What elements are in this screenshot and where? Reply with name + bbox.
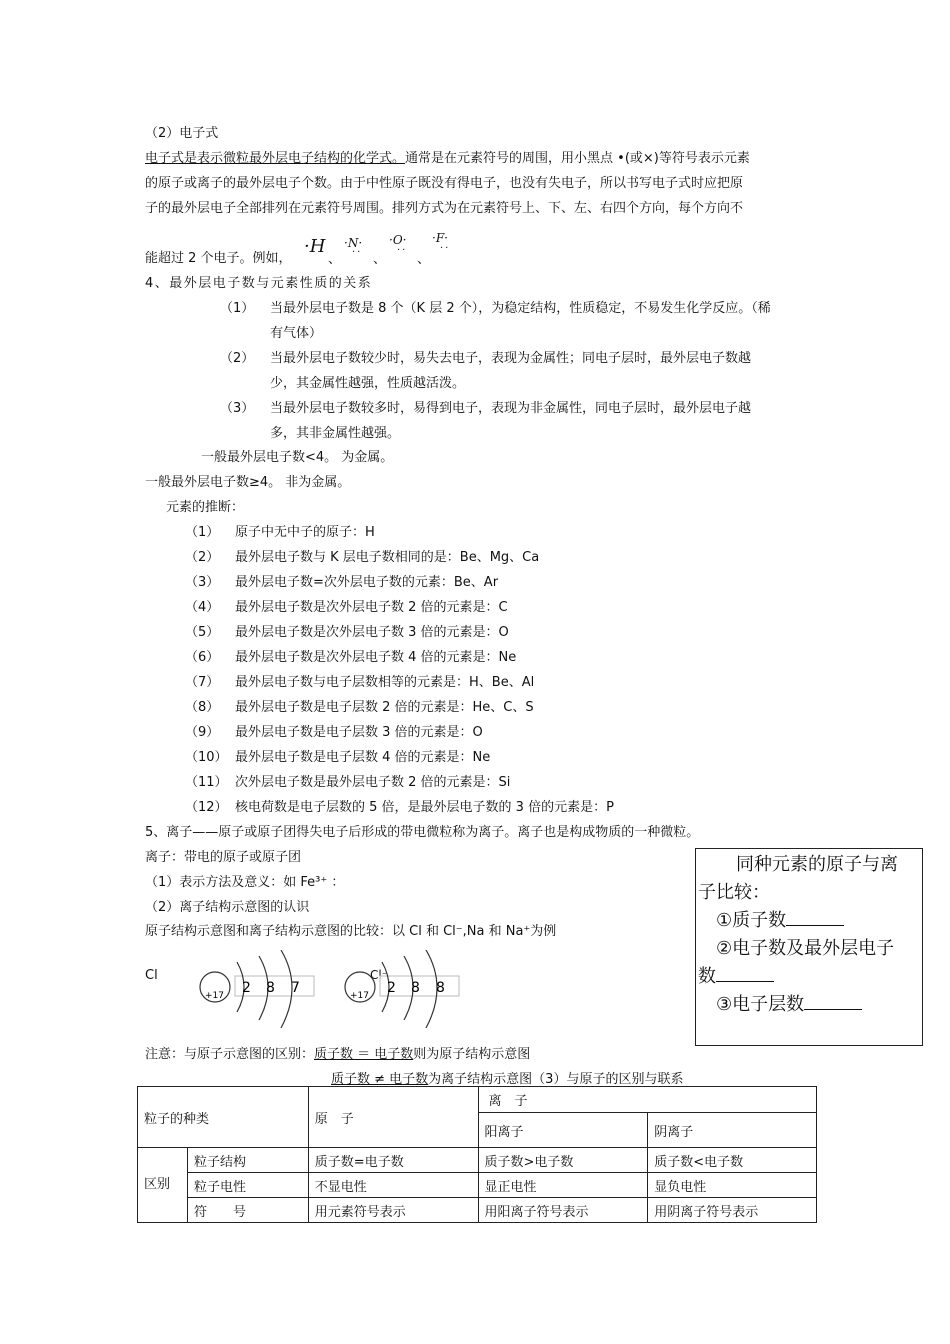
note-line-2: 质子数 ≠ 电子数为离子结构示意图（3）与原子的区别与联系 (331, 1072, 684, 1087)
shell-count: 2 (387, 980, 396, 996)
rel-text: 当最外层电子数较多时，易得到电子，表现为非金属性，同电子层时，最外层电子越 (270, 401, 752, 416)
nucleus-charge: +17 (205, 991, 224, 1001)
box-item: ③电子层数 (696, 991, 922, 1019)
comparison-box (695, 848, 923, 1046)
header-ion: 离 子 (478, 1087, 816, 1113)
shell-count: 8 (411, 980, 420, 996)
cell-anion: 质子数<电子数 (648, 1148, 817, 1173)
rel-text: 有气体） (270, 326, 323, 341)
box-title: 子比较： (698, 882, 770, 903)
rel-number: （3） (220, 401, 255, 416)
cell-cation: 用阳离子符号表示 (478, 1198, 648, 1223)
inference-item: （2） 最外层电子数与 K 层电子数相同的是：Be、Mg、Ca (185, 550, 540, 565)
header-anion: 阴离子 (648, 1113, 817, 1148)
inference-item: （1） 原子中无中子的原子：H (185, 525, 375, 540)
dots-below: ·· (352, 247, 363, 258)
inference-item: （10） 最外层电子数是电子层数 4 倍的元素是：Ne (185, 750, 491, 765)
section-4-title: 4、最外层电子数与元素性质的关系 (145, 276, 373, 291)
inference-item: （11） 次外层电子数是最外层电子数 2 倍的元素是：Si (185, 775, 511, 790)
electron-formula-h: ·H (304, 236, 326, 257)
header-difference: 区别 (138, 1148, 188, 1223)
cell-cation: 显正电性 (478, 1173, 648, 1198)
inference-item: （5） 最外层电子数是次外层电子数 3 倍的元素是：O (185, 625, 509, 640)
shell-count: 8 (266, 980, 275, 996)
note-underlined: 质子数 ≠ 电子数 (331, 1072, 429, 1087)
general-rule-nonmetal: 一般最外层电子数≥4。 非为金属。 (145, 475, 351, 490)
row-label: 粒子电性 (187, 1173, 308, 1198)
note-line-1: 注意：与原子示意图的区别：质子数 ＝ 电子数则为原子结构示意图 (145, 1047, 531, 1062)
inference-item: （12） 核电荷数是电子层数的 5 倍，是最外层电子数的 3 倍的元素是：P (185, 800, 614, 815)
electron-formula-o: ·O· (389, 233, 407, 247)
note-underlined: 质子数 ＝ 电子数 (314, 1047, 414, 1062)
inference-item: （9） 最外层电子数是电子层数 3 倍的元素是：O (185, 725, 483, 740)
paragraph-text: 通常是在元素符号的周围，用小黑点 •(或×)等符号表示元素 (405, 151, 750, 166)
section-2-title: （2）电子式 (145, 126, 219, 141)
electron-formula-f: ·F· (432, 231, 448, 245)
cl-atom-diagram (195, 950, 325, 1030)
paragraph-line: 的原子或离子的最外层电子个数。由于中性原子既没有得电子，也没有失电子，所以书写电子式时应把原 (145, 176, 744, 191)
ion-definition: 离子：带电的原子或原子团 (145, 850, 302, 865)
box-item: ②电子数及最外层电子 (716, 938, 895, 959)
ion-item-2: （2）离子结构示意图的认识 (145, 900, 310, 915)
box-item: ①质子数 (696, 907, 922, 935)
section-5-title: 5、离子——原子或原子团得失电子后形成的带电微粒称为离子。离子也是构成物质的一种微粒。 (145, 825, 700, 840)
electron-formula-n: ·N· (344, 236, 363, 250)
header-kind: 粒子的种类 (138, 1087, 309, 1148)
cl-label: Cl (145, 968, 158, 983)
inference-item: （8） 最外层电子数是电子层数 2 倍的元素是：He、C、S (185, 700, 534, 715)
paragraph-line (145, 147, 810, 166)
paragraph-line: 子的最外层电子全部排列在元素符号周围。排列方式为在元素符号上、下、左、右四个方向，每个方向不 (145, 201, 744, 216)
header-cation: 阳离子 (478, 1113, 648, 1148)
dots-below: ·· (397, 245, 408, 256)
shell-count: 8 (436, 980, 445, 996)
shell-count: 2 (242, 980, 251, 996)
rel-text: 当最外层电子数较少时，易失去电子，表现为金属性；同电子层时，最外层电子数越 (270, 351, 752, 366)
cell-atom: 用元素符号表示 (308, 1198, 478, 1223)
cell-anion: 显负电性 (648, 1173, 817, 1198)
cl-ion-label: Cl⁻ (370, 968, 389, 982)
rel-number: （2） (220, 351, 255, 366)
atom-ion-comparison-table (137, 1086, 817, 1223)
cell-cation: 质子数>电子数 (478, 1148, 648, 1173)
nucleus-charge: +17 (350, 991, 369, 1001)
inference-item: （7） 最外层电子数与电子层数相等的元素是：H、Be、Al (185, 675, 535, 690)
row-label: 粒子结构 (187, 1148, 308, 1173)
separator: 、 (328, 252, 342, 267)
box-item: 数 (696, 963, 922, 991)
dots-below: ·· (440, 243, 451, 254)
paragraph-line: 能超过 2 个电子。例如， (145, 251, 292, 266)
cl-ion-diagram (340, 950, 470, 1030)
separator: 、 (373, 252, 387, 267)
inference-item: （6） 最外层电子数是次外层电子数 4 倍的元素是：Ne (185, 650, 517, 665)
rel-text: 当最外层电子数是 8 个（K 层 2 个），为稳定结构，性质稳定，不易发生化学反应。（稀 (270, 301, 771, 316)
ion-compare: 原子结构示意图和离子结构示意图的比较：以 Cl 和 Cl⁻,Na 和 Na⁺为例 (145, 924, 557, 939)
rel-number: （1） (220, 301, 255, 316)
ion-item-1: （1）表示方法及意义：如 Fe³⁺ ： (145, 875, 345, 890)
cell-anion: 用阴离子符号表示 (648, 1198, 817, 1223)
row-label: 符 号 (187, 1198, 308, 1223)
cell-atom: 不显电性 (308, 1173, 478, 1198)
inference-title: 元素的推断： (166, 500, 245, 515)
inference-item: （4） 最外层电子数是次外层电子数 2 倍的元素是：C (185, 600, 508, 615)
cell-atom: 质子数=电子数 (308, 1148, 478, 1173)
separator: 、 (417, 252, 431, 267)
definition-underlined: 电子式是表示微粒最外层电子结构的化学式。 (145, 151, 406, 166)
header-atom: 原 子 (308, 1087, 478, 1148)
rel-text: 少，其金属性越强，性质越活泼。 (270, 376, 466, 391)
inference-item: （3） 最外层电子数=次外层电子数的元素：Be、Ar (185, 575, 499, 590)
box-title: 同种元素的原子与离 (736, 854, 898, 875)
shell-count: 7 (291, 980, 300, 996)
general-rule-metal: 一般最外层电子数<4。 为金属。 (201, 450, 394, 465)
rel-text: 多，其非金属性越强。 (270, 426, 401, 441)
